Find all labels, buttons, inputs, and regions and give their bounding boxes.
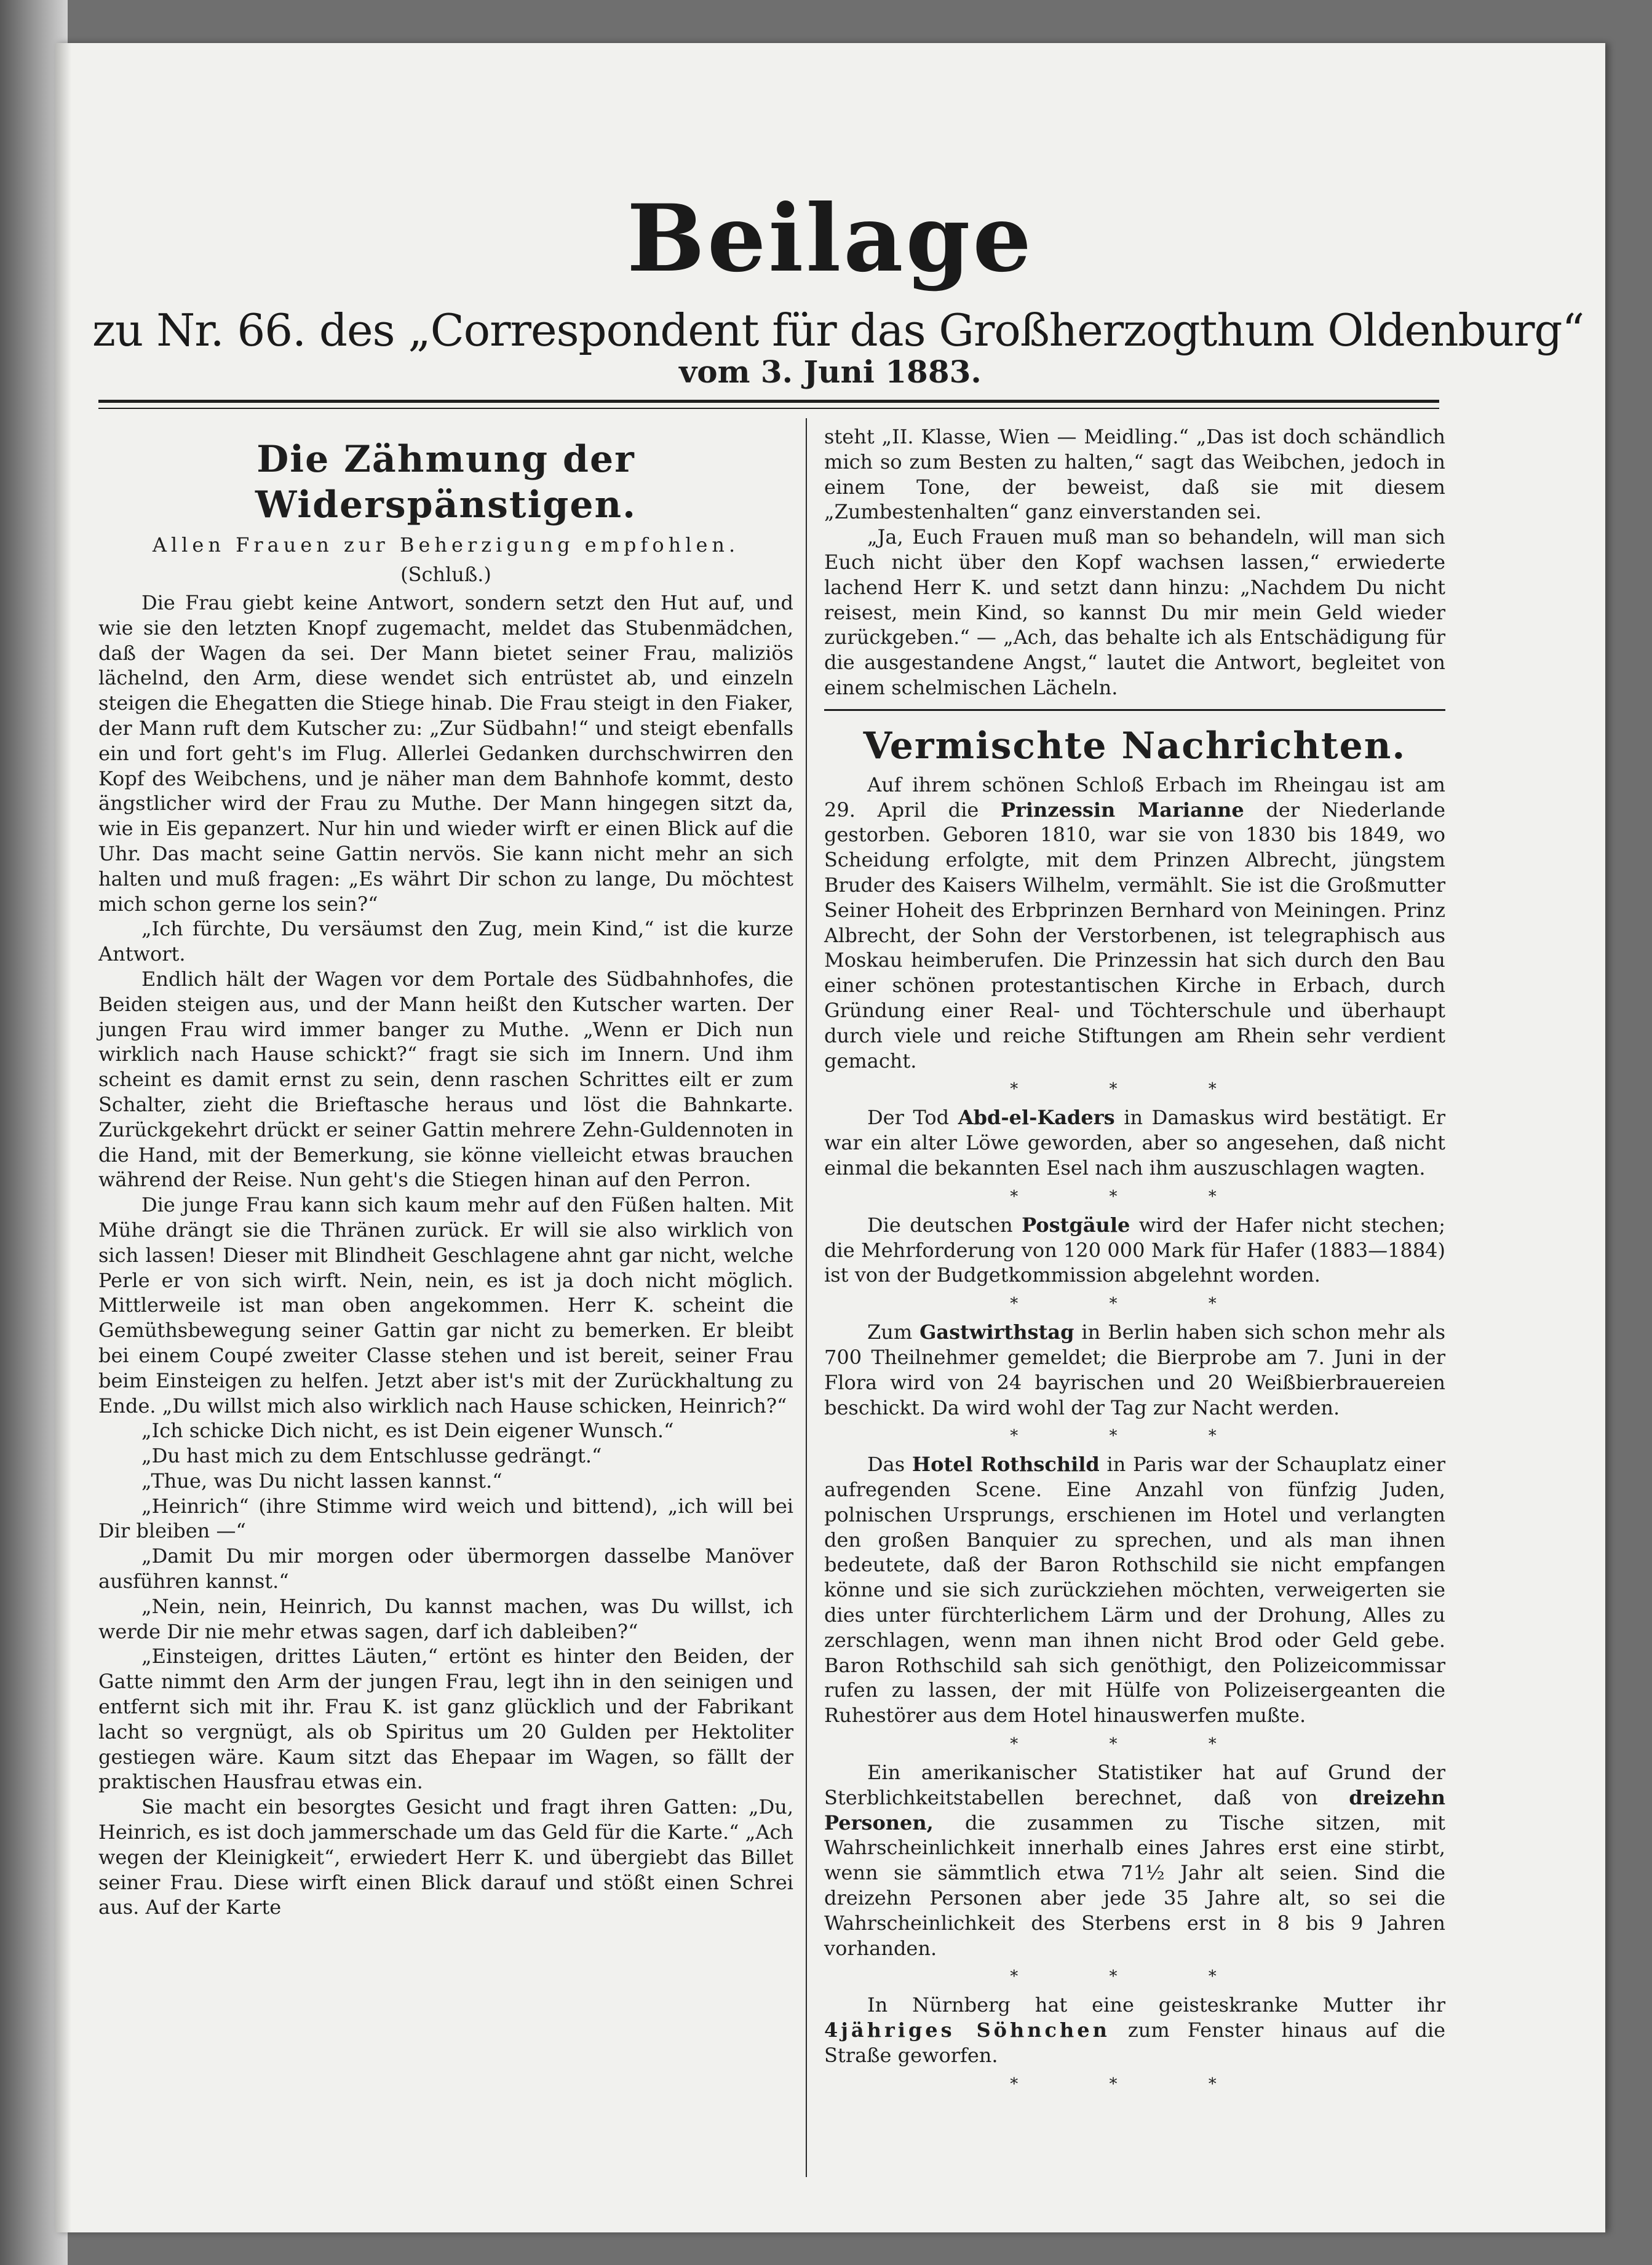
column-divider [806,418,807,2177]
supplement-title: Beilage [627,184,1034,293]
news-item: Ein amerikanischer Statistiker hat auf Grund der Sterblichkeitstabellen berechnet, daß von dreizehn Personen, die zusammen zu Tische sitzen, mit Wahrscheinlichkeit innerhalb eines Jahres erst eine stirbt, wenn sie sämmtlich etwa 71½ Jahr alt seien. Sind die dreizehn Personen aber jede 35 Jahre alt, so sei die Wahrscheinlichkeit des Sterbens erst in 8 bis 9 Jahren vorhanden. [824,1761,1445,1960]
story-paragraph: „Du hast mich zu dem Entschlusse gedrängt.“ [141,1444,602,1468]
story-paragraph: „Thue, was Du nicht lassen kannst.“ [141,1469,502,1493]
asterism-separator: * * * [1010,1427,1260,1446]
news-item: Auf ihrem schönen Schloß Erbach im Rheingau ist am 29. April die Prinzessin Marianne der Niederlande gestorben. Geboren 1810, war sie von 1830 bis 1849, wo Scheidung erfolgte, mit dem Prinzen Albrecht, jüngstem Bruder des Kaisers Wilhelm, vermählt. Sie ist die Großmutter Seiner Hoheit des Erbprinzen Bernhard von Meiningen. Prinz Albrecht, der Sohn der Verstorbenen, ist telegraphisch aus Moskau heimberufen. Die Prinzessin hat sich durch den Bau einer schönen protestantischen Kirche in Erbach, durch Gründung einer Real- und Töchterschule und überhaupt durch viele und reiche Stiftungen am Rhein sehr verdient gemacht. [824,772,1446,1073]
news-item: In Nürnberg hat eine geisteskranke Mutter ihr 4jähriges Söhnchen zum Fenster hinaus auf die Straße geworfen. [824,1993,1446,2068]
story-paragraph: „Ja, Euch Frauen muß man so behandeln, will man sich Euch nicht über den Kopf wachsen lassen,“ erwiederte lachend Herr K. und setzt dann hinzu: „Nachdem Du nicht reisest, mein Kind, so kannst Du mir mein Geld wieder zurückgeben.“ — „Ach, das behalte ich als Entschädigung für die ausgestandene Angst,“ lautet die Antwort, begleitet von einem schelmischen Lächeln. [824,525,1445,699]
story-paragraph: Endlich hält der Wagen vor dem Portale des Südbahnhofes, die Beiden steigen aus, und der Mann heißt den Kutscher warten. Der jungen Frau wird immer banger zu Muthe. „Wenn er Dich nun wirklich nach Hause schickt?“ fragt sie sich im Innern. Und ihm scheint es damit ernst zu sein, denn raschen Schrittes eilt er zum Schalter, zieht die Brieftasche heraus und löst die Bahnkarte. Zurückgekehrt drückt er seiner Gattin mehrere Zehn-Guldennoten in die Hand, mit der Bemerkung, sie könne vielleicht etwas brauchen während der Reise. Nun geht's die Stiegen hinan auf den Perron. [98,967,793,1192]
asterism-separator: * * * [1010,1187,1260,1206]
story-tagline: Allen Frauen zur Beherzigung empfohlen. [152,533,740,557]
supplement-subtitle: zu Nr. 66. des „Correspondent für das Großherzogthum Oldenburg“ [92,304,1584,356]
story-paragraph: Die Frau giebt keine Antwort, sondern setzt den Hut auf, und wie sie den letzten Knopf zugemacht, meldet das Stubenmädchen, daß der Wagen da sei. Der Mann bietet seiner Frau, maliziös lächelnd, den Arm, diese wendet sich entrüstet ab, und einzeln steigen die Ehegatten die Stiege hinab. Die Frau steigt in den Fiaker, der Mann ruft dem Kutscher zu: „Zur Südbahn!“ und steigt ebenfalls ein und fort geht's im Flug. Allerlei Gedanken durchschwirren den Kopf des Weibchens, und je näher man dem Bahnhofe kommt, desto ängstlicher wird der Frau zu Muthe. Der Mann hingegen sitzt da, wie in Eis gepanzert. Nur hin und wieder wirft er einen Blick auf die Uhr. Das macht seine Gattin nervös. Sie kann nicht mehr an sich halten und muß fragen: „Es währt Dir schon zu lange, Du möchtest mich schon gerne los sein?“ [98,591,793,916]
news-heading: Vermischte Nachrichten. [863,724,1407,768]
asterism-separator: * * * [1010,1080,1260,1099]
asterism-separator: * * * [1010,1295,1260,1314]
story-paragraph: „Ich schicke Dich nicht, es ist Dein eigener Wunsch.“ [141,1419,674,1443]
asterism-separator: * * * [1010,1735,1260,1754]
newspaper-page [55,43,1605,2232]
masthead [55,43,1605,412]
story-paragraph: Die junge Frau kann sich kaum mehr auf den Füßen halten. Mit Mühe drängt sie die Thränen zurück. Er will sie also wirklich von sich lassen! Dieser mit Blindheit Geschlagene ahnt gar nicht, welche Perle er von sich wirft. Nein, nein, es ist ja doch nicht möglich. Mittlerweile ist man oben angekommen. Herr K. scheint die Gemüthsbewegung seiner Gattin gar nicht zu bemerken. Er bleibt bei einem Coupé zweiter Classe stehen und ist bereit, seiner Frau beim Einsteigen zu helfen. Jetzt aber ist's mit der Zurückhaltung zu Ende. „Du willst mich also wirklich nach Hause schicken, Heinrich?“ [98,1193,793,1418]
news-item: Der Tod Abd-el-Kaders in Damaskus wird bestätigt. Er war ein alter Löwe geworden, aber so angesehen, daß nicht einmal die bekannten Esel nach ihm auszuschlagen wagten. [824,1106,1446,1180]
story-continuation-note: (Schluß.) [400,563,491,586]
masthead-rule-thin [98,408,1439,409]
story-paragraph: „Nein, nein, Heinrich, Du kannst machen, was Du willst, ich werde Dir nie mehr etwas sagen, darf ich dableiben?“ [98,1594,793,1643]
issue-date: vom 3. Juni 1883. [679,354,982,390]
masthead-rule [98,400,1439,403]
news-item: Zum Gastwirthstag in Berlin haben sich schon mehr als 700 Theilnehmer gemeldet; die Bierprobe am 7. Juni in der Flora wird von 24 bayrischen und 20 Weißbierbrauereien beschickt. Da wird wohl der Tag zur Nacht werden. [824,1320,1446,1419]
story-heading: Die Zähmung der Widerspänstigen. [255,438,637,526]
story-paragraph: „Einsteigen, drittes Läuten,“ ertönt es hinter den Beiden, der Gatte nimmt den Arm der jungen Frau, legt ihn in den seinigen und entfernt sich mit ihr. Frau K. ist ganz glücklich und der Fabrikant lacht so vergnügt, als ob Spiritus um 20 Gulden per Hektoliter gestiegen wäre. Kaum sitzt das Ehepaar im Wagen, so fällt der praktischen Hausfrau etwas ein. [98,1644,793,1794]
left-column [98,424,793,1920]
story-paragraph: „Heinrich“ (ihre Stimme wird weich und bittend), „ich will bei Dir bleiben —“ [98,1494,793,1543]
story-paragraph: steht „II. Klasse, Wien — Meidling.“ „Das ist doch schändlich mich so zum Besten zu halten,“ sagt das Weibchen, jedoch in einem Tone, der beweist, daß sie mit diesem „Zumbestenhalten“ ganz einverstanden sei. [824,425,1445,524]
section-rule [824,709,1445,711]
asterism-separator: * * * [1010,2074,1260,2093]
story-paragraph: „Damit Du mir morgen oder übermorgen dasselbe Manöver ausführen kannst.“ [98,1544,793,1593]
news-item: Die deutschen Postgäule wird der Hafer nicht stechen; die Mehrforderung von 120 000 Mark für Hafer (1883—1884) ist von der Budgetkommission abgelehnt worden. [824,1213,1446,1287]
story-paragraph: „Ich fürchte, Du versäumst den Zug, mein Kind,“ ist die kurze Antwort. [98,917,793,966]
news-item: Das Hotel Rothschild in Paris war der Schauplatz einer aufregenden Scene. Eine Anzahl von fünfzig Juden, polnischen Ursprungs, erschienen im Hotel und verlangten den großen Banquier zu sprechen, und als man ihnen bedeutete, daß der Baron Rothschild sie nicht empfangen könne und sie sich zurückziehen möchten, verweigerten sie dies unter fürchterlichem Lärm und der Drohung, Alles zu zerschlagen, wenn man ihnen nicht Brod oder Geld gebe. Baron Rothschild sah sich genöthigt, den Polizeicommissar rufen zu lassen, der mit Hülfe von Polizeisergeanten die Ruhestörer aus dem Hotel hinauswerfen mußte. [824,1453,1446,1728]
asterism-separator: * * * [1010,1967,1260,1986]
right-column [824,424,1445,2100]
page-fold-shadow [55,43,71,2232]
story-paragraph: Sie macht ein besorgtes Gesicht und fragt ihren Gatten: „Du, Heinrich, es ist doch jammerschade um das Geld für die Karte.“ „Ach wegen der Kleinigkeit“, erwiedert Herr K. und übergiebt das Billet seiner Frau. Diese wirft einen Blick darauf und stößt einen Schrei aus. Auf der Karte [98,1795,793,1919]
